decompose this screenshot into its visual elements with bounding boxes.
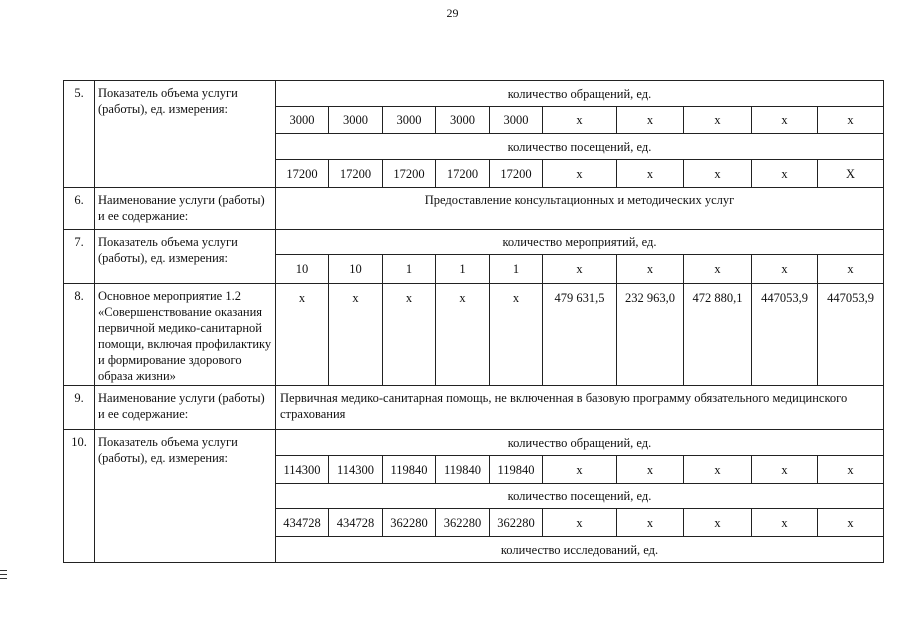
value-cell: х [276, 284, 329, 386]
value-cell: 17200 [383, 160, 436, 188]
value-cell: 10 [329, 255, 383, 284]
value-cell: х [617, 255, 684, 284]
value-cell: х [617, 107, 684, 134]
value-cell: 1 [490, 255, 543, 284]
value-cell: 114300 [276, 456, 329, 484]
row-label: Основное мероприятие 1.2 «Совершенствование оказания первичной медико-санитарной помощи, включая профилактику и формирование здорового образа жизни» [95, 284, 276, 386]
value-cell: х [490, 284, 543, 386]
value-cell: 472 880,1 [684, 284, 752, 386]
value-cell: х [752, 107, 818, 134]
value-cell: 17200 [329, 160, 383, 188]
row-number: 7. [64, 230, 95, 284]
value-cell: х [684, 255, 752, 284]
value-cell: 119840 [436, 456, 490, 484]
value-cell: х [617, 160, 684, 188]
value-cell: х [543, 160, 617, 188]
value-cell: 119840 [490, 456, 543, 484]
unit-header: количество посещений, ед. [276, 484, 884, 509]
row-number: 10. [64, 430, 95, 563]
value-cell: 3000 [329, 107, 383, 134]
service-indicators-table [63, 80, 884, 563]
unit-header: количество обращений, ед. [276, 81, 884, 107]
service-description: Первичная медико-санитарная помощь, не включенная в базовую программу обязательного медицинского страхования [276, 386, 884, 430]
value-cell: Х [818, 160, 884, 188]
table-row [64, 430, 884, 456]
value-cell: 362280 [383, 509, 436, 537]
table-row [64, 386, 884, 430]
value-cell: х [543, 509, 617, 537]
value-cell: 17200 [436, 160, 490, 188]
table-row [64, 230, 884, 255]
unit-header: количество обращений, ед. [276, 430, 884, 456]
row-number: 9. [64, 386, 95, 430]
service-description: Предоставление консультационных и методических услуг [276, 188, 884, 230]
value-cell: х [752, 255, 818, 284]
value-cell: 3000 [276, 107, 329, 134]
value-cell: х [617, 456, 684, 484]
unit-header: количество посещений, ед. [276, 134, 884, 160]
row-number: 5. [64, 81, 95, 188]
value-cell: х [543, 107, 617, 134]
value-cell: х [684, 509, 752, 537]
value-cell: х [543, 456, 617, 484]
row-number: 8. [64, 284, 95, 386]
row-number: 6. [64, 188, 95, 230]
row-label: Наименование услуги (работы) и ее содержание: [95, 188, 276, 230]
value-cell: 17200 [276, 160, 329, 188]
value-cell: х [543, 255, 617, 284]
value-cell: 1 [383, 255, 436, 284]
row-label: Показатель объема услуги (работы), ед. измерения: [95, 430, 276, 563]
value-cell: х [818, 107, 884, 134]
margin-mark [0, 570, 7, 583]
unit-header: количество мероприятий, ед. [276, 230, 884, 255]
value-cell: 434728 [329, 509, 383, 537]
table-row [64, 284, 884, 386]
value-cell: 1 [436, 255, 490, 284]
value-cell: 3000 [383, 107, 436, 134]
value-cell: х [752, 456, 818, 484]
value-cell: 447053,9 [818, 284, 884, 386]
value-cell: 114300 [329, 456, 383, 484]
value-cell: 119840 [383, 456, 436, 484]
unit-header: количество исследований, ед. [276, 537, 884, 563]
value-cell: х [818, 456, 884, 484]
value-cell: 17200 [490, 160, 543, 188]
row-label: Наименование услуги (работы) и ее содержание: [95, 386, 276, 430]
table-row [64, 188, 884, 230]
value-cell: 3000 [436, 107, 490, 134]
row-label: Показатель объема услуги (работы), ед. измерения: [95, 230, 276, 284]
value-cell: 232 963,0 [617, 284, 684, 386]
table-row [64, 81, 884, 107]
value-cell: х [383, 284, 436, 386]
value-cell: 447053,9 [752, 284, 818, 386]
value-cell: х [818, 255, 884, 284]
value-cell: 362280 [490, 509, 543, 537]
row-label: Показатель объема услуги (работы), ед. измерения: [95, 81, 276, 188]
value-cell: х [684, 456, 752, 484]
value-cell: х [684, 160, 752, 188]
value-cell: х [436, 284, 490, 386]
value-cell: х [752, 509, 818, 537]
value-cell: 362280 [436, 509, 490, 537]
value-cell: 479 631,5 [543, 284, 617, 386]
value-cell: х [329, 284, 383, 386]
value-cell: х [684, 107, 752, 134]
page-number: 29 [446, 6, 459, 20]
value-cell: 10 [276, 255, 329, 284]
value-cell: 3000 [490, 107, 543, 134]
value-cell: 434728 [276, 509, 329, 537]
value-cell: х [818, 509, 884, 537]
value-cell: х [617, 509, 684, 537]
value-cell: х [752, 160, 818, 188]
